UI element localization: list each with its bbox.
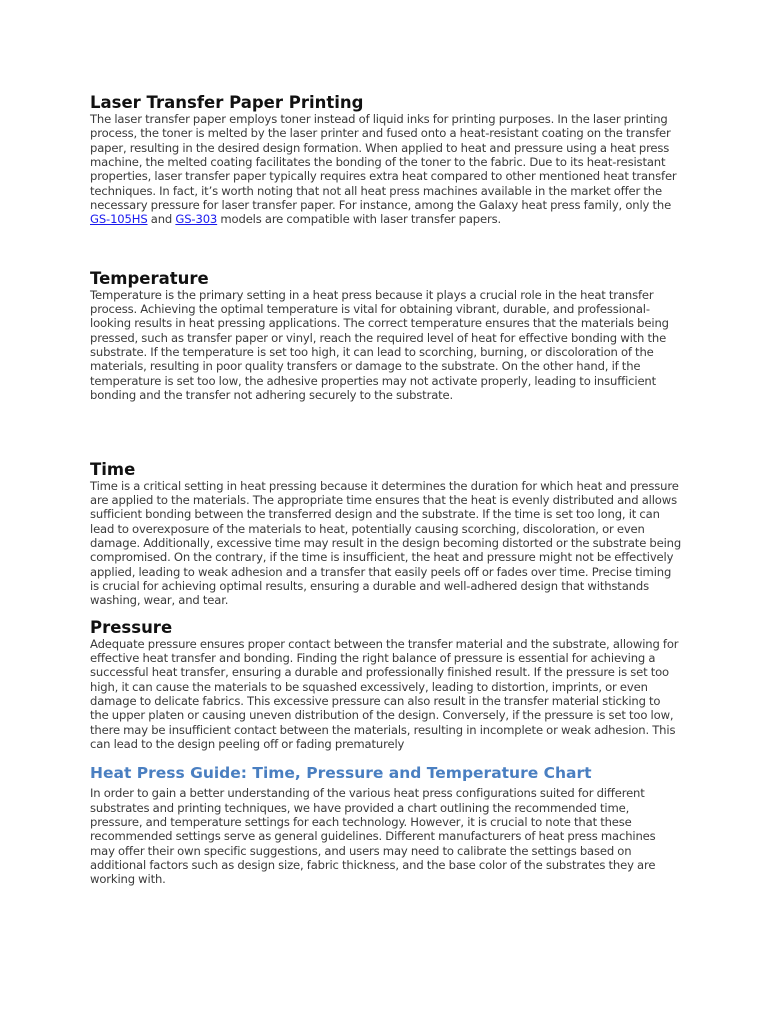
spacer <box>90 608 682 618</box>
section-body-pressure: Adequate pressure ensures proper contact between the transfer material and the substrate, allowing for effective heat transfer and bonding. Finding the right balance of pressure is essential for achieving a successful heat transfer, ensuring a durable and professionally finished result. If the pressure is set too high, it can cause the materials to be squashed excessively, leading to distortion, imprints, or even damage to delicate fabrics. This excessive pressure can also result in the transfer material sticking to the upper platen or causing uneven distribution of the design. Conversely, if the pressure is set too low, there may be insufficient contact between the materials, resulting in incomplete or weak adhesion. This can lead to the design peeling off or fading prematurely <box>90 636 679 751</box>
section-body-heat-press-guide: In order to gain a better understanding of the various heat press configurations suited for different substrates and printing techniques, we have provided a chart outlining the recommended time, pressure, and temperature settings for each technology. However, it is crucial to note that these recommended settings serve as general guidelines. Different manufacturers of heat press machines may offer their own specific suggestions, and users may need to calibrate the settings based on additional factors such as design size, fabric thickness, and the base color of the substrates they are working with. <box>90 786 656 887</box>
laser-body-text-1: The laser transfer paper employs toner instead of liquid inks for printing purposes. In the laser printing process, the toner is melted by the laser printer and fused onto a heat-resistant coating on the transfer paper, resulting in the desired design formation. When applied to heat and pressure using a heat press machine, the melted coating facilitates the bonding of the toner to the fabric. Due to its heat-resistant properties, laser transfer paper typically requires extra heat compared to other mentioned heat transfer techniques. In fact, it’s worth noting that not all heat press machines available in the market offer the necessary pressure for laser transfer paper. For instance, among the Galaxy heat press family, only the <box>90 112 677 213</box>
spacer <box>90 227 682 269</box>
section-body-time: Time is a critical setting in heat pressing because it determines the duration for which heat and pressure are applied to the materials. The appropriate time ensures that the heat is evenly distributed and allows sufficient bonding between the transferred design and the substrate. If the time is set too long, it can lead to overexposure of the materials to heat, potentially causing scorching, discoloration, or even damage. Additionally, excessive time may result in the design becoming distorted or the substrate being compromised. On the contrary, if the time is insufficient, the heat and pressure might not be effectively applied, leading to weak adhesion and a transfer that easily peels off or fades over time. Precise timing is crucial for achieving optimal results, ensuring a durable and well-adhered design that withstands washing, wear, and tear. <box>90 478 682 608</box>
section-time <box>90 460 682 608</box>
document-page <box>90 93 682 887</box>
section-body-laser-transfer <box>90 112 682 227</box>
section-heading-pressure: Pressure <box>90 617 173 637</box>
spacer <box>90 751 682 764</box>
spacer <box>90 403 682 460</box>
section-body-temperature: Temperature is the primary setting in a heat press because it plays a crucial role in the heat transfer process. Achieving the optimal temperature is vital for obtaining vibrant, durable, and professional-looking results in heat pressing applications. The correct temperature ensures that the materials being pressed, such as transfer paper or vinyl, reach the required level of heat for effective bonding with the substrate. If the temperature is set too high, it can lead to scorching, burning, or discoloration of the materials, resulting in poor quality transfers or damage to the substrate. On the other hand, if the temperature is set too low, the adhesive properties may not activate properly, leading to insufficient bonding and the transfer not adhering securely to the substrate. <box>90 287 669 403</box>
section-temperature <box>90 269 682 403</box>
laser-body-text-2: models are compatible with laser transfer papers. <box>217 212 502 227</box>
section-heading-laser-transfer: Laser Transfer Paper Printing <box>90 93 364 112</box>
section-pressure <box>90 618 682 752</box>
section-laser-transfer <box>90 93 682 227</box>
gs-303-link[interactable]: GS-303 <box>175 212 218 227</box>
section-heading-heat-press-guide: Heat Press Guide: Time, Pressure and Temperature Chart <box>90 764 592 783</box>
section-heat-press-guide <box>90 764 682 886</box>
laser-body-connector: and <box>147 212 176 227</box>
gs-105hs-link[interactable]: GS-105HS <box>90 212 148 227</box>
section-heading-time: Time <box>90 459 136 479</box>
section-heading-temperature: Temperature <box>90 268 209 288</box>
